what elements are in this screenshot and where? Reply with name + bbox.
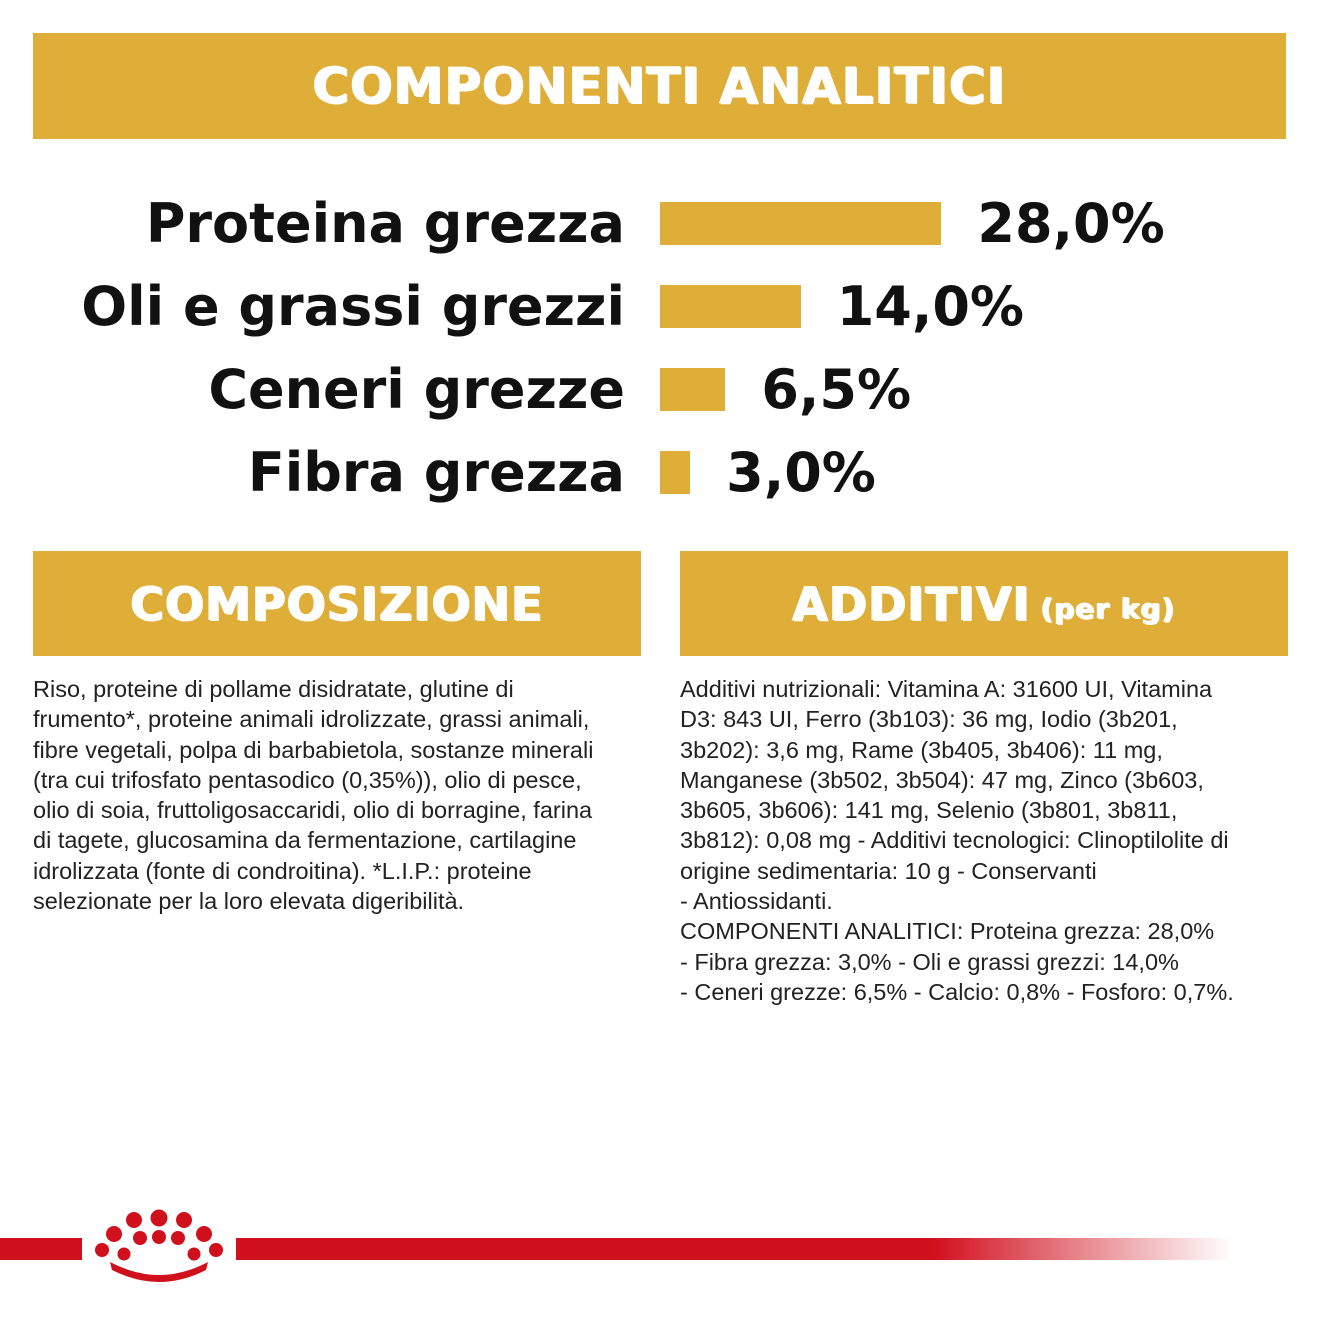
nutrient-bar [660,368,725,411]
nutrient-row-oli-grassi [0,265,1320,349]
additivi-unit: (per kg) [1040,592,1176,625]
composizione-text: Riso, proteine di pollame disidratate, glutine di frumento*, proteine animali idrolizzate, grassi animali, fibre vegetali, polpa di barbabietola, sostanze minerali (tra cui trifosfato pentasodico (0,35%)), olio di pesce, olio di soia, fruttoligosaccaridi, olio di borragine, farina di tagete, glucosamina da fermentazione, cartilagine idrolizzata (fonte di condroitina). *L.I.P.: proteine selezionate per la loro elevata digeribilità. [33,676,594,915]
footer-red-line-right [236,1238,1232,1260]
additivi-title: ADDITIVI [792,576,1031,631]
componenti-analitici-title: COMPONENTI ANALITICI [312,57,1007,115]
nutrient-bar [660,285,801,328]
nutrient-value: 6,5% [761,358,912,421]
nutrient-value: 3,0% [726,441,876,504]
nutrient-label: Proteina grezza [145,192,625,255]
nutrient-row-ceneri [0,348,1320,432]
nutrient-value: 28,0% [977,192,1165,255]
nutrient-label: Oli e grassi grezzi [81,275,625,338]
additivi-text: Additivi nutrizionali: Vitamina A: 31600 UI, Vitamina D3: 843 UI, Ferro (3b103): 36 mg, Iodio (3b201, 3b202): 3,6 mg, Rame (3b405, 3b406): 11 mg, Manganese (3b502, 3b504): 47 mg, Zinco (3b603, 3b605, 3b606): 141 mg, Selenio (3b801, 3b811, 3b812): 0,08 mg - Additivi tecnologici: Clinoptilolite di origine sedimentaria: 10 g - Conservanti - Antiossidanti. COMPONENTI ANALITICI: Proteina grezza: 28,0% - Fibra grezza: 3,0% - Oli e grassi grezzi: 14,0% - Ceneri grezze: 6,5% - Calcio: 0,8% - Fosforo: 0,7%. [680,676,1234,1005]
nutrient-value: 14,0% [836,275,1025,338]
componenti-analitici-banner [33,33,1286,139]
royal-canin-crown-icon [90,1208,228,1282]
nutrient-label: Fibra grezza [247,441,625,504]
nutrient-row-fibra [0,431,1320,515]
composizione-title: COMPOSIZIONE [130,576,544,631]
nutrient-bar [660,451,690,494]
additivi-banner [680,551,1288,656]
footer-red-line-left [0,1238,82,1260]
nutrient-row-proteina [0,182,1320,266]
composizione-banner [33,551,641,656]
nutrient-label: Ceneri grezze [208,358,625,421]
nutrient-bar [660,202,941,245]
